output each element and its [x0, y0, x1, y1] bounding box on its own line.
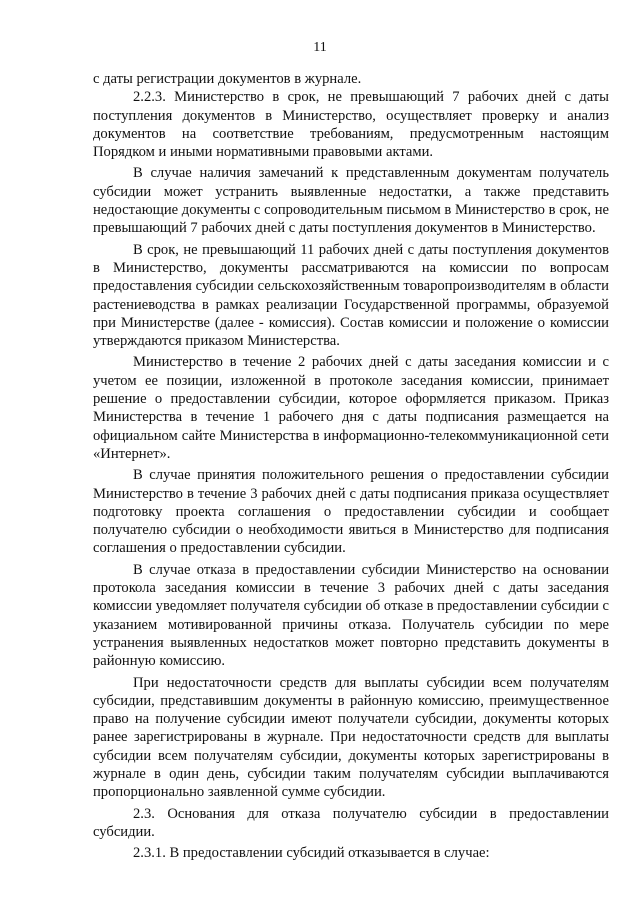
paragraph-refusal: В случае отказа в предоставлении субсидии Министерство на основании протокола заседания комиссии в течение 3 рабочих дней с даты заседания комиссии уведомляет получателя субсидии об отказе в предоставлении субсидии с указанием мотивированной причины отказа. Получатель субсидии по мере устранения выявленных недостатков может повторно представить документы в районную комиссию.: [93, 561, 609, 670]
page-number: 11: [313, 40, 327, 55]
paragraph-insufficient-funds: При недостаточности средств для выплаты субсидии всем получателям субсидии, представившим документы в районную комиссию, преимущественное право на получение субсидии имеют получатели субсидии, документы которых ранее зарегистрированы в журнале. При недостаточности средств для выплаты субсидии всем получателям субсидии, документы которых зарегистрированы в журнале в один день, субсидии таким получателям субсидии выплачиваются пропорционально заявленной сумме субсидии.: [93, 674, 609, 801]
paragraph-2-3: 2.3. Основания для отказа получателю субсидии в предоставлении субсидии.: [93, 805, 609, 840]
paragraph-2-2-3: 2.2.3. Министерство в срок, не превышающий 7 рабочих дней с даты поступления документов в Министерство, осуществляет проверку и анализ документов на соответствие требованиям, предусмотренным настоящим Порядком и иными нормативными правовыми актами.: [93, 89, 609, 161]
paragraph-positive-decision: В случае принятия положительного решения о предоставлении субсидии Министерство в течение 3 рабочих дней с даты подписания приказа осуществляет подготовку проекта соглашения о предоставлении субсидии и сообщает получателю субсидии о необходимости явиться в Министерство для подписания соглашения о предоставлении субсидии.: [93, 467, 609, 557]
paragraph-remarks: В случае наличия замечаний к представленным документам получатель субсидии может устранить выявленные недостатки, а также представить недостающие документы с сопроводительным письмом в Министерство в срок, не превышающий 7 рабочих дней с даты поступления документов в Министерство.: [93, 165, 609, 237]
document-body: [93, 70, 609, 862]
paragraph-commission: В срок, не превышающий 11 рабочих дней с даты поступления документов в Министерство, документы рассматриваются на комиссии по вопросам предоставления субсидии сельскохозяйственным товаропроизводителям в области растениеводства в рамках реализации Государственной программы, образуемой при Министерстве (далее - комиссия). Состав комиссии и положение о комиссии утверждаются приказом Министерства.: [93, 241, 609, 350]
paragraph-2-3-1: 2.3.1. В предоставлении субсидий отказывается в случае:: [133, 845, 490, 862]
paragraph-decision: Министерство в течение 2 рабочих дней с даты заседания комиссии и с учетом ее позиции, изложенной в протоколе заседания комиссии, принимает решение о предоставлении субсидии, которое оформляется приказом. Приказ Министерства в течение 1 рабочего дня с даты подписания размещается на официальном сайте Министерства в информационно-телекоммуникационной сети «Интернет».: [93, 354, 609, 462]
paragraph-continuation: с даты регистрации документов в журнале.: [93, 71, 362, 87]
